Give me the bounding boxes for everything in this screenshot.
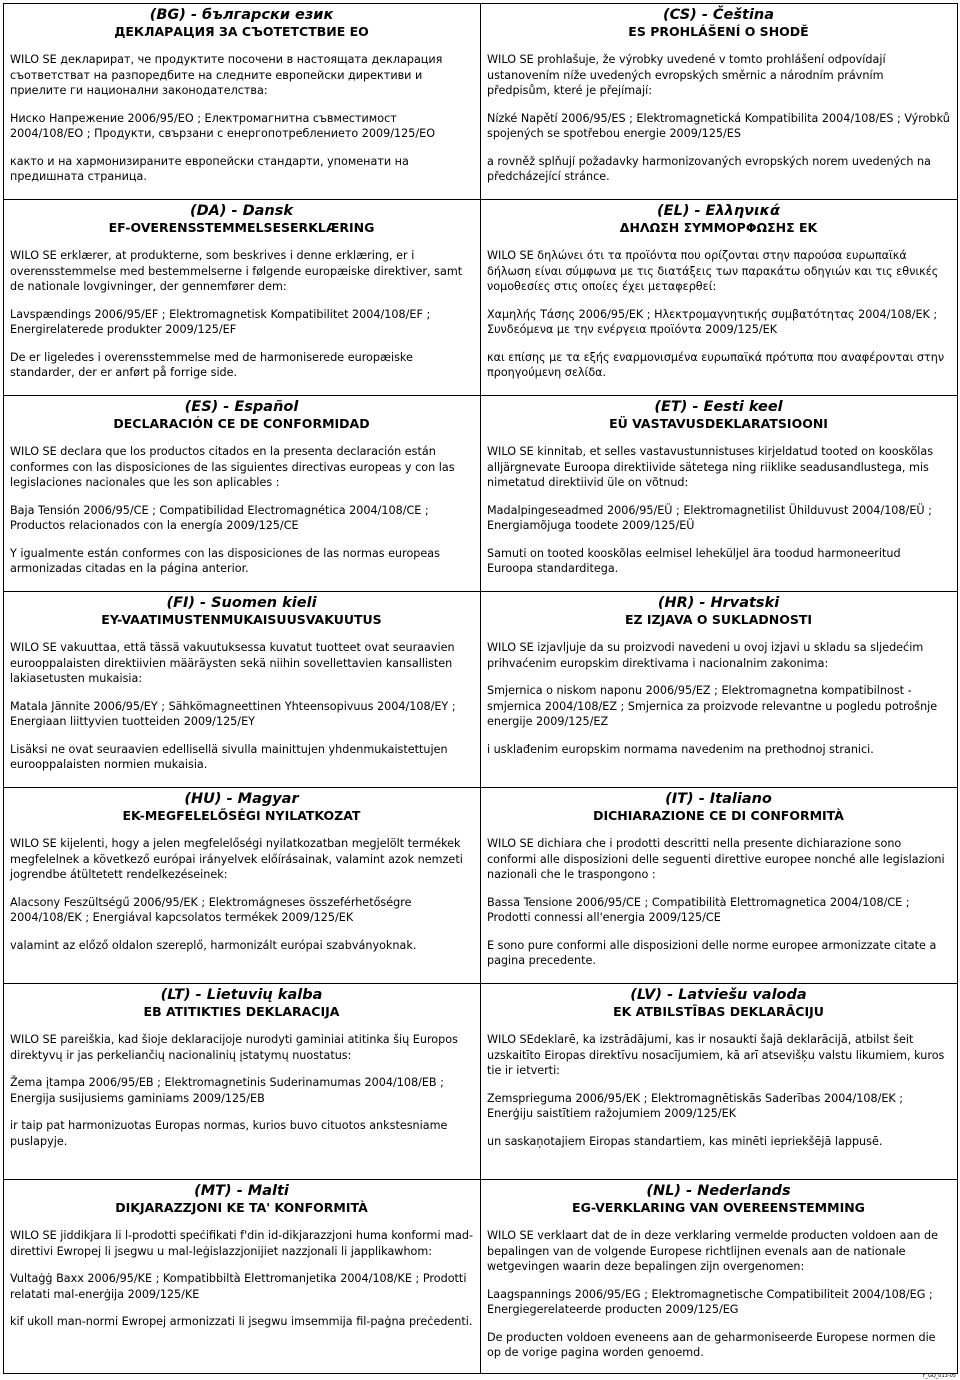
section-it <box>481 788 958 984</box>
section-closing: както и на хармонизираните европейски стандарти, упоменати на предишната страница. <box>10 154 409 183</box>
section-closing: Y igualmente están conformes con las disposiciones de las normas europeas armonizadas citadas en la página anterior. <box>10 546 440 575</box>
section-intro: WILO SE declara que los productos citados en la presenta declaración están conformes con las disposiciones de las siguientes directivas europeas y con las legislaciones nacionales que les son aplicables : <box>10 445 455 489</box>
section-directives: Alacsony Feszültségű 2006/95/EK ; Elektromágneses összeférhetőségre 2004/108/EK ; Energiával kapcsolatos termékek 2009/125/EK <box>10 895 412 924</box>
section-intro: WILO SE декларират, че продуктите посочени в настоящата декларация съответстват на разпоредбите на следните европейски директиви и приелите ги национални законодателства: <box>10 53 443 97</box>
section-language: (BG) - български език <box>149 7 334 23</box>
section-es <box>4 396 481 592</box>
section-language: (HR) - Hrvatski <box>657 595 780 611</box>
section-closing: Samuti on tooted kooskõlas eelmisel leheküljel ära toodud harmoneeritud Euroopa standarditega. <box>487 546 901 575</box>
section-title: EÜ VASTAVUSDEKLARATSIOONI <box>609 416 828 431</box>
section-da <box>4 200 481 396</box>
section-directives: Χαμηλής Τάσης 2006/95/ΕΚ ; Ηλεκτρομαγνητικής συμβατότητας 2004/108/ΕΚ ; Συνδεόμενα με την ενέργεια προϊόντα 2009/125/ΕΚ <box>487 307 938 336</box>
section-language: (CS) - Čeština <box>662 7 775 23</box>
section-et <box>481 396 958 592</box>
document-id: F_GQ_013-05 <box>922 1373 956 1379</box>
section-lt <box>4 984 481 1180</box>
section-directives: Lavspændings 2006/95/EF ; Elektromagnetisk Kompatibilitet 2004/108/EF ; Energirelaterede produkter 2009/125/EF <box>10 307 431 336</box>
section-language: (NL) - Nederlands <box>646 1183 791 1199</box>
section-closing: De er ligeledes i overensstemmelse med de harmoniserede europæiske standarder, der er anført på forrige side. <box>10 350 413 379</box>
section-directives: Ниско Напрежение 2006/95/EO ; Електромагнитна съвместимост 2004/108/EO ; Продукти, свързани с енергопотреблението 2009/125/EO <box>10 111 436 140</box>
section-el <box>481 200 958 396</box>
declaration-grid <box>3 3 958 1374</box>
section-title: DICHIARAZIONE CE DI CONFORMITÀ <box>593 808 844 823</box>
section-title: DIKJARAZZJONI KE TA' KONFORMITÀ <box>115 1200 368 1215</box>
section-lv <box>481 984 958 1180</box>
section-closing: και επίσης με τα εξής εναρμονισμένα ευρωπαϊκά πρότυπα που αναφέρονται στην προηγούμενη σελίδα. <box>487 350 945 379</box>
section-title: EY-VAATIMUSTENMUKAISUUSVAKUUTUS <box>101 612 382 627</box>
section-language: (LT) - Lietuvių kalba <box>160 987 323 1003</box>
section-language: (DA) - Dansk <box>189 203 294 219</box>
section-language: (ET) - Eesti keel <box>654 399 783 415</box>
section-title: EK ATBILSTĪBAS DEKLARĀCIJU <box>613 1004 824 1019</box>
section-title: ДЕКЛАРАЦИЯ ЗА СЪОТЕТСТВИЕ ЕО <box>114 24 369 39</box>
section-directives: Nízké Napětí 2006/95/ES ; Elektromagnetická Kompatibilita 2004/108/ES ; Výrobků spojených se spotřebou energie 2009/125/ES <box>487 111 950 140</box>
section-intro: WILO SE jiddikjara li l-prodotti speċifikati f'din id-dikjarazzjoni huma konformi mad-direttivi Ewropej li jsegwu u mal-leġislazzjonijiet nazzjonali li japplikawhom: <box>10 1229 473 1258</box>
section-title: EZ IZJAVA O SUKLADNOSTI <box>624 612 813 627</box>
section-intro: WILO SE dichiara che i prodotti descritti nella presente dichiarazione sono conformi alle disposizioni delle seguenti direttive europee nonché alle legislazioni nazionali che le traspongono : <box>487 837 945 881</box>
section-directives: Madalpingeseadmed 2006/95/EÜ ; Elektromagnetilist Ühilduvust 2004/108/EÜ ; Energiamõjuga toodete 2009/125/EÜ <box>487 503 932 532</box>
section-closing: ir taip pat harmonizuotas Europas normas, kurios buvo cituotos ankstesniame puslapyje. <box>10 1119 448 1148</box>
section-intro: WILO SE verklaart dat de in deze verklaring vermelde producten voldoen aan de bepalingen van de volgende Europese richtlijnen evenals aan de nationale wetgevingen waarin deze bepalingen zijn overgenomen: <box>487 1229 939 1273</box>
section-language: (FI) - Suomen kieli <box>166 595 317 611</box>
section-title: DECLARACIÓN CE DE CONFORMIDAD <box>113 416 370 431</box>
section-title: EK-MEGFELELŐSÉGI NYILATKOZAT <box>122 808 361 823</box>
section-closing: De producten voldoen eveneens aan de geharmoniseerde Europese normen die op de vorige pagina worden genoemd. <box>487 1330 936 1359</box>
section-cs <box>481 4 958 200</box>
section-title: ES PROHLÁŠENÍ O SHODĚ <box>628 24 809 39</box>
section-closing: a rovněž splňují požadavky harmonizovaných evropských norem uvedených na předcházející stránce. <box>487 154 931 183</box>
section-mt <box>4 1180 481 1374</box>
section-language: (EL) - Ελληνικά <box>657 203 780 219</box>
section-directives: Žema įtampa 2006/95/EB ; Elektromagnetinis Suderinamumas 2004/108/EB ; Energija susijusiems gaminiams 2009/125/EB <box>10 1076 444 1105</box>
section-closing: valamint az előző oldalon szereplő, harmonizált európai szabványoknak. <box>10 938 417 952</box>
section-directives: Matala Jännite 2006/95/EY ; Sähkömagneettinen Yhteensopivuus 2004/108/EY ; Energiaan liittyvien tuotteiden 2009/125/EY <box>10 699 456 728</box>
section-directives: Zemsprieguma 2006/95/EK ; Elektromagnētiskās Saderības 2004/108/EK ; Enerģiju saistītiem ražojumiem 2009/125/EK <box>487 1091 904 1120</box>
section-hr <box>481 592 958 788</box>
section-directives: Laagspannings 2006/95/EG ; Elektromagnetische Compatibiliteit 2004/108/EG ; Energiegerelateerde producten 2009/125/EG <box>487 1287 933 1316</box>
section-intro: WILO SE erklærer, at produkterne, som beskrives i denne erklæring, er i overensstemmelse med bestemmelserne i følgende europæiske direktiver, samt de nationale lovgivninger, der gennemfører dem: <box>10 249 463 293</box>
section-language: (LV) - Latviešu valoda <box>630 987 807 1003</box>
section-closing: un saskaņotajiem Eiropas standartiem, kas minēti iepriekšējā lappusē. <box>487 1134 883 1148</box>
section-language: (ES) - Español <box>184 399 299 415</box>
section-closing: i usklađenim europskim normama navedenim na prethodnoj stranici. <box>487 742 874 756</box>
section-directives: Vultaġġ Baxx 2006/95/KE ; Kompatibbiltà Elettromanjetika 2004/108/KE ; Prodotti relatati mal-enerġija 2009/125/KE <box>10 1272 467 1301</box>
section-intro: WILO SE pareiškia, kad šioje deklaracijoje nurodyti gaminiai atitinka šių Europos direktyvų ir jas perkeliančių nacionalinių įstatymų nuostatus: <box>10 1033 458 1062</box>
section-intro: WILO SEdeklarē, ka izstrādājumi, kas ir nosaukti šajā deklarācijā, atbilst šeit uzskaitīto Eiropas direktīvu nosacījumiem, kā arī atsevišķu valstu likumiem, kuros tie ir ietverti: <box>487 1033 945 1077</box>
section-intro: WILO SE izjavljuje da su proizvodi navedeni u ovoj izjavi u skladu sa sljedećim prihvaćenim europskim direktivama i nacionalnim zakonima: <box>487 641 924 670</box>
section-title: ΔΗΛΩΣΗ ΣΥΜΜΟΡΦΩΣΗΣ ΕΚ <box>619 220 818 235</box>
section-closing: kif ukoll man-normi Ewropej armonizzati li jsegwu imsemmija fil-paġna preċedenti. <box>10 1315 473 1328</box>
section-fi <box>4 592 481 788</box>
section-closing: Lisäksi ne ovat seuraavien edellisellä sivulla mainittujen yhdenmukaistettujen eurooppalaisten normien mukaisia. <box>10 742 448 771</box>
section-intro: WILO SE vakuuttaa, että tässä vakuutuksessa kuvatut tuotteet ovat seuraavien eurooppalaisten direktiivien määräysten sekä niihin sovellettavien kansallisten lakiasetusten mukaisia: <box>10 641 455 685</box>
section-title: EB ATITIKTIES DEKLARACIJA <box>143 1004 340 1019</box>
section-intro: WILO SE kinnitab, et selles vastavustunnistuses kirjeldatud tooted on kooskõlas alljärgnevate Euroopa direktiivide sätetega ning riiklike seadusandlustega, mis nimetatud direktiivid üle on võtnud: <box>487 445 934 489</box>
section-title: EF-OVERENSSTEMMELSESERKLÆRING <box>108 220 375 235</box>
section-nl <box>481 1180 958 1374</box>
section-closing: E sono pure conformi alle disposizioni delle norme europee armonizzate citate a pagina precedente. <box>487 938 937 967</box>
section-directives: Baja Tensión 2006/95/CE ; Compatibilidad Electromagnética 2004/108/CE ; Productos relacionados con la energía 2009/125/CE <box>10 503 429 532</box>
section-language: (MT) - Malti <box>194 1183 289 1199</box>
section-directives: Bassa Tensione 2006/95/CE ; Compatibilità Elettromagnetica 2004/108/CE ; Prodotti connessi all'energia 2009/125/CE <box>487 895 910 924</box>
section-language: (HU) - Magyar <box>184 791 299 807</box>
section-intro: WILO SE δηλώνει ότι τα προϊόντα που ορίζονται στην παρούσα ευρωπαϊκά δήλωση είναι σύμφωνα με τις διατάξεις των παρακάτω οδηγιών και τις εθνικές νομοθεσίες στις οποίες έχει μεταφερθεί: <box>487 249 939 293</box>
section-bg <box>4 4 481 200</box>
section-intro: WILO SE kijelenti, hogy a jelen megfelelőségi nyilatkozatban megjelölt termékek megfelelnek a következő európai irányelvek előírásainak, valamint azok nemzeti jogrendbe átültetett rendelkezéseinek: <box>10 837 463 881</box>
section-hu <box>4 788 481 984</box>
section-directives: Smjernica o niskom naponu 2006/95/EZ ; Elektromagnetna kompatibilnost - smjernica 2004/108/EZ ; Smjernica za proizvode relevantne u pogledu potrošnje energije 2009/125/EZ <box>487 684 938 728</box>
section-language: (IT) - Italiano <box>665 791 772 807</box>
section-title: EG-VERKLARING VAN OVEREENSTEMMING <box>572 1200 865 1215</box>
section-intro: WILO SE prohlašuje, že výrobky uvedené v tomto prohlášení odpovídají ustanovením níže uvedených evropských směrnic a národním právním předpisům, které je přejímají: <box>487 53 886 97</box>
